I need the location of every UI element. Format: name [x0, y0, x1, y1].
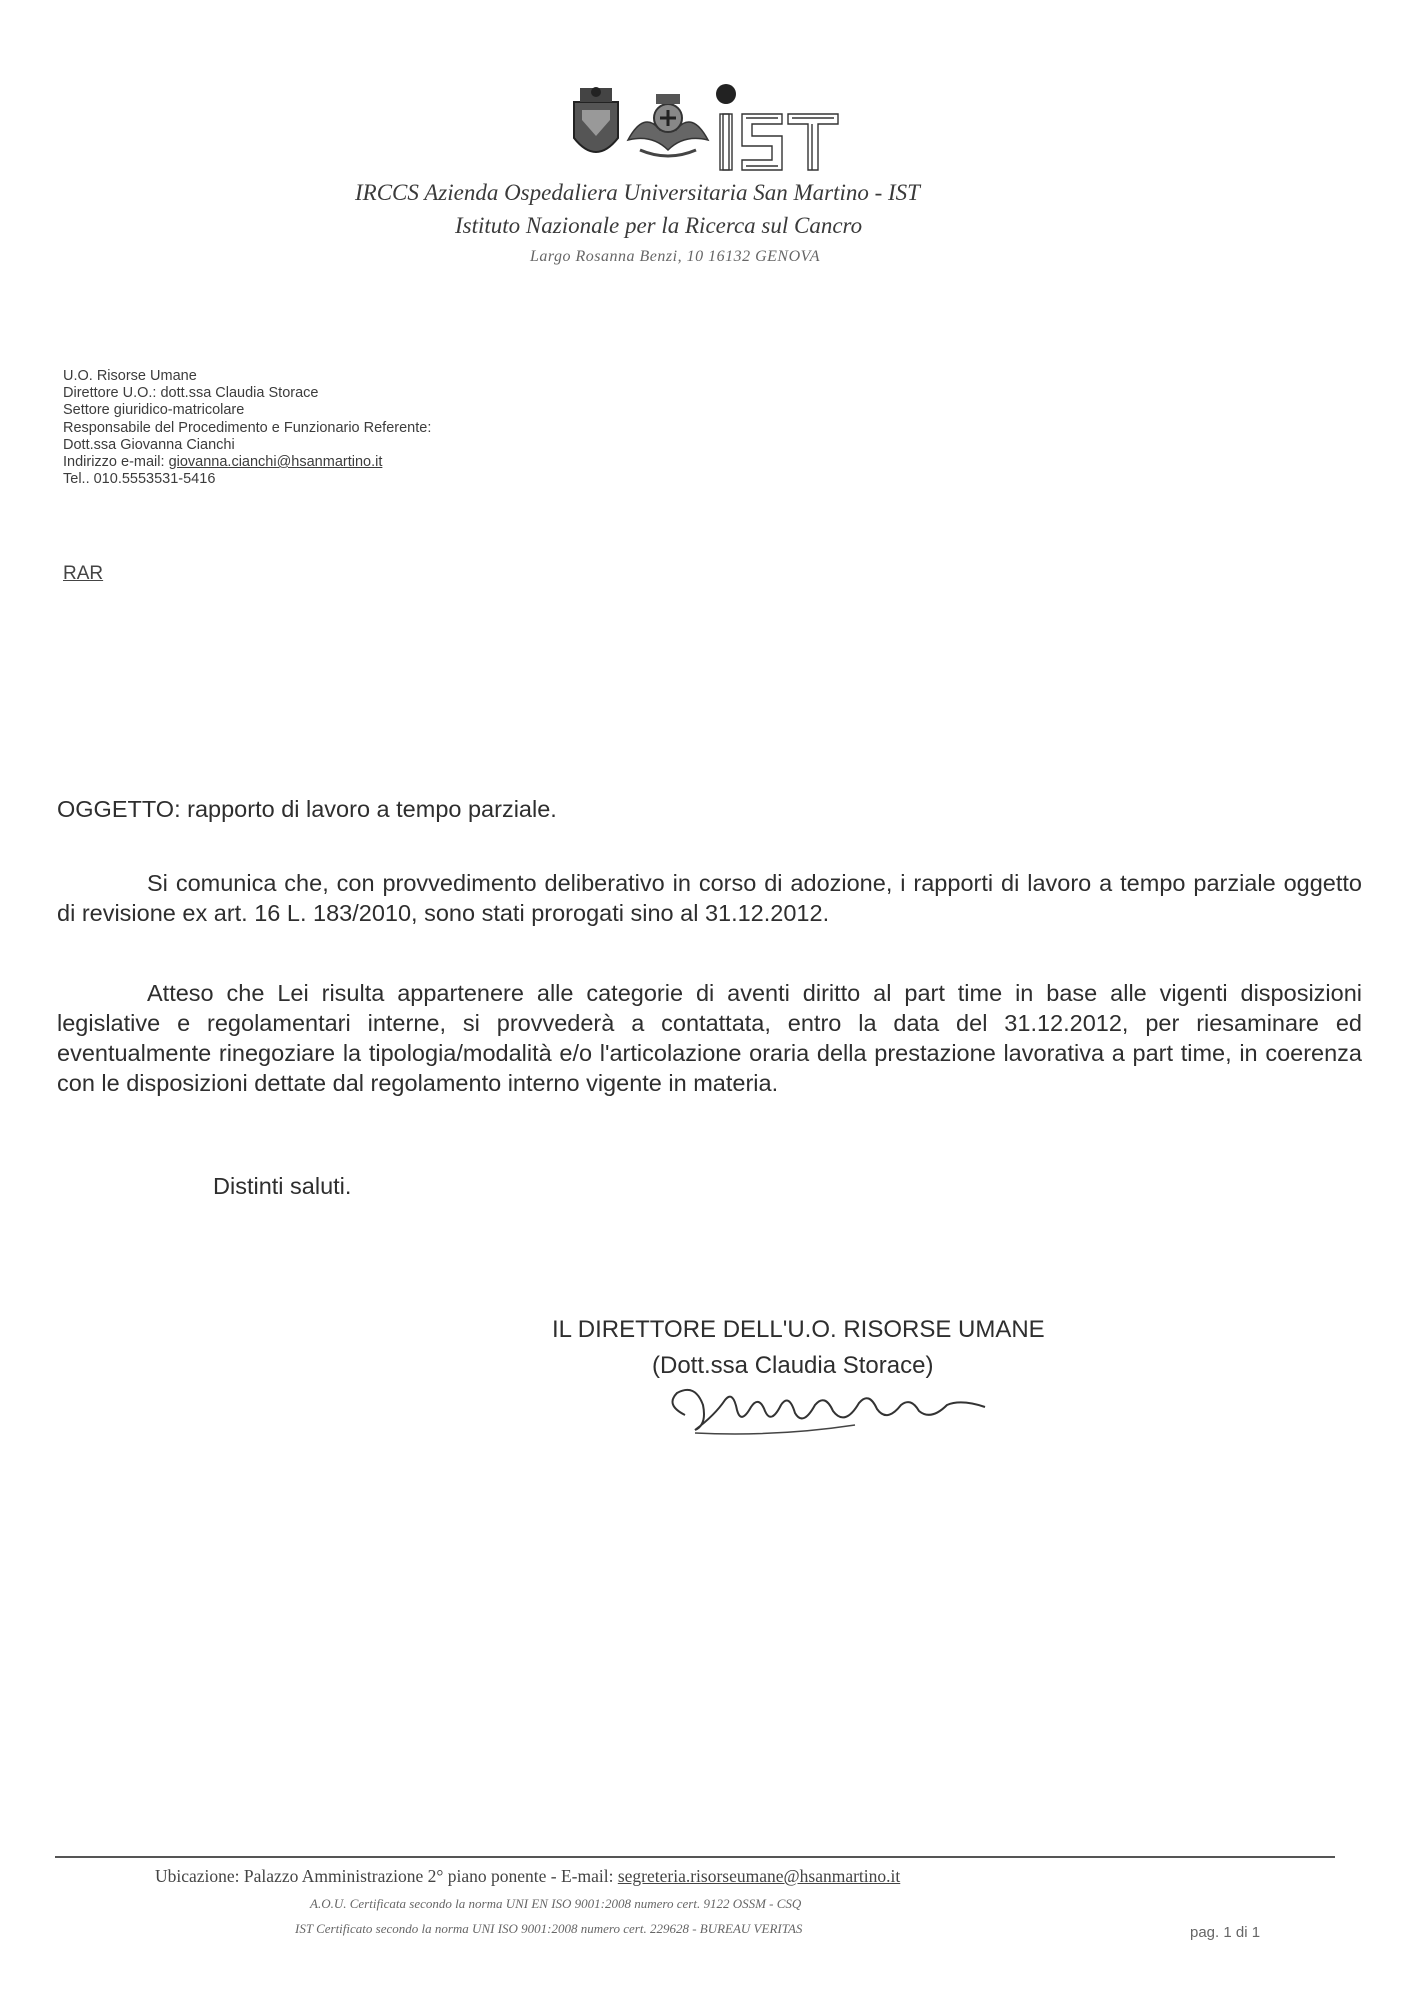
footer-location: [155, 1866, 900, 1887]
sender-line: Direttore U.O.: dott.ssa Claudia Storace: [63, 385, 319, 402]
sender-line: Dott.ssa Giovanna Cianchi: [63, 436, 235, 453]
footer-email-link[interactable]: segreteria.risorseumane@hsanmartino.it: [617, 1866, 901, 1886]
page-number: pag. 1 di 1: [1190, 1924, 1261, 1941]
letter-subject: OGGETTO: rapporto di lavoro a tempo parziale.: [57, 796, 557, 822]
body-paragraph-2: Atteso che Lei risulta appartenere alle categorie di aventi diritto al part time in base alle vigenti disposizioni legislative e regolamentari interne, si provvederà a contattata, entro la data del 31.12.2012, per riesaminare ed eventualmente rinegoziare la tipologia/modalità e/o l'articolazione oraria della prestazione lavorativa a part time, in coerenza con le disposizioni dettate dal regolamento interno vigente in materia.: [57, 980, 1362, 1096]
ist-logo: [716, 84, 838, 170]
footer-certification-ist: IST Certificato secondo la norma UNI ISO 9001:2008 numero cert. 229628 - BUREAU VERITAS: [295, 1921, 803, 1936]
email-label: Indirizzo e-mail:: [63, 454, 169, 471]
footer-certification-aou: A.O.U. Certificata secondo la norma UNI EN ISO 9001:2008 numero cert. 9122 OSSM - CSQ: [310, 1896, 802, 1911]
signatory-title: IL DIRETTORE DELL'U.O. RISORSE UMANE: [552, 1316, 1045, 1343]
sender-line: U.O. Risorse Umane: [63, 368, 197, 384]
body-paragraph-1: Si comunica che, con provvedimento deliberativo in corso di adozione, i rapporti di lavoro a tempo parziale oggetto di revisione ex art. 16 L. 183/2010, sono stati prorogati sino al 31.12.2012.: [57, 870, 1362, 926]
coat-of-arms-icon: [574, 87, 618, 152]
sender-line: Settore giuridico-matricolare: [63, 402, 245, 419]
footer-divider: [55, 1856, 1335, 1858]
closing-greeting: Distinti saluti.: [213, 1173, 352, 1199]
logo-text: IST: [560, 67, 585, 84]
signatory-name: (Dott.ssa Claudia Storace): [652, 1352, 934, 1379]
footer-location-text: Ubicazione: Palazzo Amministrazione 2° piano ponente - E-mail:: [155, 1866, 618, 1886]
institution-logos: [560, 67, 900, 180]
letterhead-institution: IRCCS Azienda Ospedaliera Universitaria San Martino - IST: [355, 180, 920, 205]
letterhead-address: Largo Rosanna Benzi, 10 16132 GENOVA: [530, 248, 820, 265]
sender-email-link[interactable]: giovanna.cianchi@hsanmartino.it: [168, 454, 383, 471]
letterhead-institute: Istituto Nazionale per la Ricerca sul Cancro: [455, 213, 863, 238]
sender-email-line: [63, 454, 583, 471]
emblem-icon: [628, 94, 708, 156]
sender-block: [63, 368, 583, 488]
rar-label: RAR: [63, 563, 104, 584]
sender-phone: Tel.. 010.5553531-5416: [63, 471, 216, 488]
sender-line: Responsabile del Procedimento e Funzionario Referente:: [63, 419, 432, 436]
handwritten-signature: [655, 1375, 1015, 1445]
